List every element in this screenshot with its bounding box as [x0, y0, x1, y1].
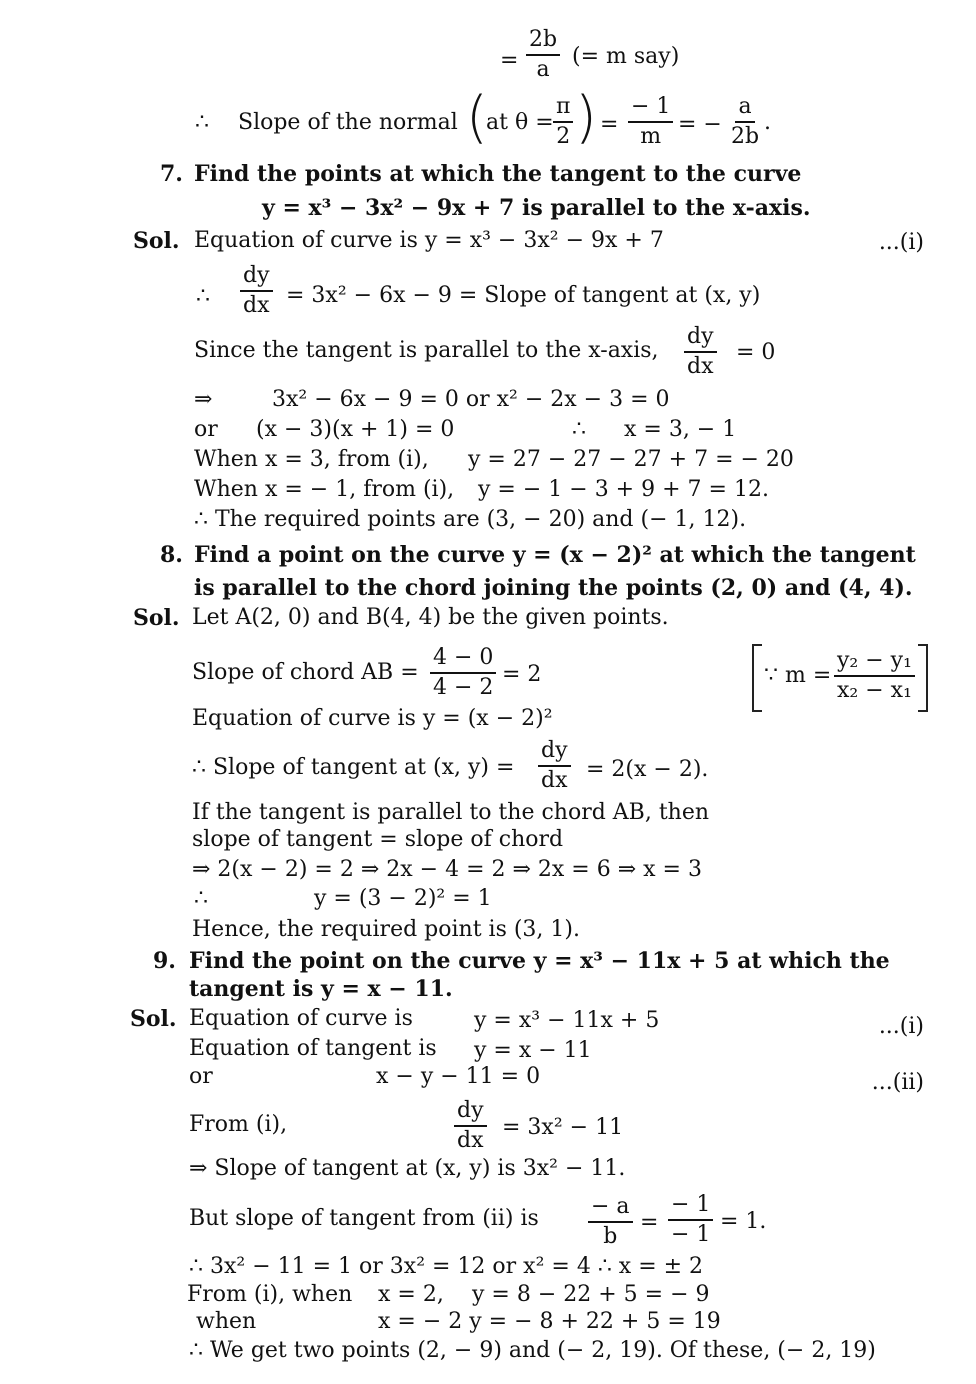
- implies-arrow: ⇒: [194, 387, 213, 412]
- dy-dx-fraction: [684, 326, 717, 378]
- fraction-2b-over-a: [526, 29, 560, 81]
- numerator: dy: [240, 265, 273, 292]
- q7-number: 7.: [160, 161, 183, 187]
- q8-question-line1: Find a point on the curve y = (x − 2)² at which the tangent: [194, 542, 916, 568]
- fraction-a-over-2b: [728, 96, 762, 148]
- denominator: b: [603, 1224, 618, 1249]
- equals-zero: = 0: [736, 340, 776, 365]
- dy-dx-fraction: [240, 265, 273, 317]
- denominator: m: [640, 124, 662, 149]
- q9-x-equals-2: x = 2,: [378, 1282, 444, 1307]
- left-paren: (: [466, 85, 488, 150]
- numerator: dy: [538, 740, 571, 767]
- q9-ref-ii: ...(ii): [871, 1070, 924, 1095]
- denominator: dx: [243, 293, 270, 318]
- q9-sol-label: Sol.: [130, 1006, 177, 1032]
- because-m-equals: ∵ m =: [764, 663, 832, 688]
- q7-parallel-condition: Since the tangent is parallel to the x-axis,: [194, 338, 659, 363]
- left-bracket: [752, 644, 762, 712]
- dy-dx-fraction: [454, 1100, 487, 1152]
- dy-dx-fraction: [538, 740, 571, 792]
- q7-quadratic: 3x² − 6x − 9 = 0 or x² − 2x − 3 = 0: [272, 387, 670, 412]
- q7-factored: (x − 3)(x + 1) = 0: [256, 417, 455, 442]
- numerator: 4 − 0: [430, 647, 496, 674]
- or-label: or: [194, 417, 218, 442]
- normal-slope-label: Slope of the normal: [238, 110, 458, 135]
- numerator: − 1: [628, 96, 673, 123]
- equals-two: = 2: [502, 662, 542, 687]
- right-bracket: [918, 644, 928, 712]
- q7-when-xm1-label: When x = − 1, from (i),: [194, 477, 455, 502]
- numerator: 2b: [526, 29, 560, 56]
- q7-answer: ∴ The required points are (3, − 20) and (− 1, 12).: [194, 507, 747, 532]
- q9-tangent-label: Equation of tangent is: [189, 1036, 437, 1061]
- q8-question-line2: is parallel to the chord joining the points (2, 0) and (4, 4).: [194, 575, 913, 601]
- numerator: − a: [588, 1196, 633, 1223]
- q9-y-for-xm2: x = − 2 y = − 8 + 22 + 5 = 19: [378, 1309, 721, 1334]
- or-label: or: [189, 1064, 213, 1089]
- q8-curve-equation: Equation of curve is y = (x − 2)²: [192, 706, 553, 731]
- numerator: − 1: [668, 1194, 713, 1221]
- q7-question-line2: y = x³ − 3x² − 9x + 7 is parallel to the x-axis.: [262, 195, 811, 221]
- q9-tangent-slope: ⇒ Slope of tangent at (x, y) is 3x² − 11.: [189, 1156, 626, 1181]
- therefore-symbol: ∴: [195, 110, 209, 135]
- at-theta: at θ =: [486, 110, 554, 135]
- denominator: 2: [556, 124, 571, 149]
- therefore-symbol: ∴: [196, 284, 210, 309]
- q9-answer: ∴ We get two points (2, − 9) and (− 2, 19). Of these, (− 2, 19): [189, 1338, 876, 1363]
- numerator: dy: [454, 1100, 487, 1127]
- q7-when-xm1-value: y = − 1 − 3 + 9 + 7 = 12.: [478, 477, 769, 502]
- q8-answer: Hence, the required point is (3, 1).: [192, 917, 580, 942]
- denominator: dx: [541, 768, 568, 793]
- denominator: dx: [457, 1128, 484, 1153]
- q7-question-line1: Find the points at which the tangent to the curve: [194, 161, 802, 187]
- q9-curve-equation: y = x³ − 11x + 5: [474, 1008, 660, 1033]
- q8-given-points: Let A(2, 0) and B(4, 4) be the given points.: [192, 605, 669, 630]
- numerator: dy: [684, 326, 717, 353]
- q9-number: 9.: [153, 948, 176, 974]
- q9-question-line1: Find the point on the curve y = x³ − 11x + 5 at which the: [189, 948, 890, 974]
- q8-parallel-condition: If the tangent is parallel to the chord AB, then: [192, 800, 710, 825]
- denominator: 4 − 2: [433, 675, 494, 700]
- q7-derivative: = 3x² − 6x − 9 = Slope of tangent at (x, y): [286, 283, 761, 308]
- numerator: π: [553, 96, 573, 123]
- m-say: (= m say): [572, 44, 680, 69]
- q8-slope-fraction: [430, 647, 496, 699]
- fraction-minus1-over-m: [628, 96, 673, 148]
- denominator: − 1: [671, 1222, 711, 1247]
- q8-slope-chord-label: Slope of chord AB =: [192, 660, 419, 685]
- equals-one: = 1.: [720, 1209, 767, 1234]
- therefore-symbol: ∴: [194, 886, 208, 911]
- numerator: a: [735, 96, 754, 123]
- denominator: x₂ − x₁: [837, 678, 912, 703]
- q9-tangent-equation: y = x − 11: [474, 1038, 592, 1063]
- q9-tangent-general: x − y − 11 = 0: [376, 1064, 541, 1089]
- denominator: dx: [687, 354, 714, 379]
- q9-solve-x: ∴ 3x² − 11 = 1 or 3x² = 12 or x² = 4 ∴ x = ± 2: [189, 1254, 704, 1279]
- q7-roots: x = 3, − 1: [624, 417, 737, 442]
- slope-formula-fraction: [834, 650, 915, 702]
- q9-y-for-x2: y = 8 − 22 + 5 = − 9: [472, 1282, 710, 1307]
- q9-curve-label: Equation of curve is: [189, 1006, 413, 1031]
- fraction-pi-over-2: [553, 96, 573, 148]
- q8-tangent-slope-label: ∴ Slope of tangent at (x, y) =: [192, 755, 515, 780]
- q8-derivative: = 2(x − 2).: [586, 757, 709, 782]
- q7-curve-equation: Equation of curve is y = x³ − 3x² − 9x + 7: [194, 228, 664, 253]
- therefore-symbol: ∴: [572, 417, 586, 442]
- q9-from-i: From (i),: [189, 1112, 288, 1137]
- eq-sign: =: [640, 1210, 659, 1235]
- q8-number: 8.: [160, 542, 183, 568]
- q9-when-label: From (i), when: [187, 1282, 353, 1307]
- q7-when-x3-value: y = 27 − 27 − 27 + 7 = − 20: [468, 447, 794, 472]
- q7-sol-label: Sol.: [133, 228, 180, 254]
- numerator: y₂ − y₁: [834, 650, 915, 677]
- q8-solve-x: ⇒ 2(x − 2) = 2 ⇒ 2x − 4 = 2 ⇒ 2x = 6 ⇒ x = 3: [192, 857, 702, 882]
- q9-when-label-2: when: [196, 1309, 257, 1334]
- period: .: [764, 110, 771, 135]
- fraction-minus1-over-minus1: [668, 1194, 713, 1246]
- eq-sign: =: [500, 48, 519, 73]
- right-paren: ): [575, 85, 597, 150]
- q8-y-value: y = (3 − 2)² = 1: [314, 886, 492, 911]
- denominator: 2b: [731, 124, 760, 149]
- eq-sign: =: [600, 112, 619, 137]
- denominator: a: [536, 57, 550, 82]
- fraction-minus-a-over-b: [588, 1196, 633, 1248]
- q9-question-line2: tangent is y = x − 11.: [189, 976, 453, 1002]
- q9-derivative: = 3x² − 11: [502, 1115, 624, 1140]
- q9-slope-from-ii-label: But slope of tangent from (ii) is: [189, 1206, 539, 1231]
- q8-slope-equality: slope of tangent = slope of chord: [192, 827, 564, 852]
- eq-minus: = −: [678, 112, 722, 137]
- q7-ref-i: ...(i): [878, 230, 924, 255]
- q9-ref-i: ...(i): [878, 1014, 924, 1039]
- q7-when-x3-label: When x = 3, from (i),: [194, 447, 429, 472]
- q8-sol-label: Sol.: [133, 605, 180, 631]
